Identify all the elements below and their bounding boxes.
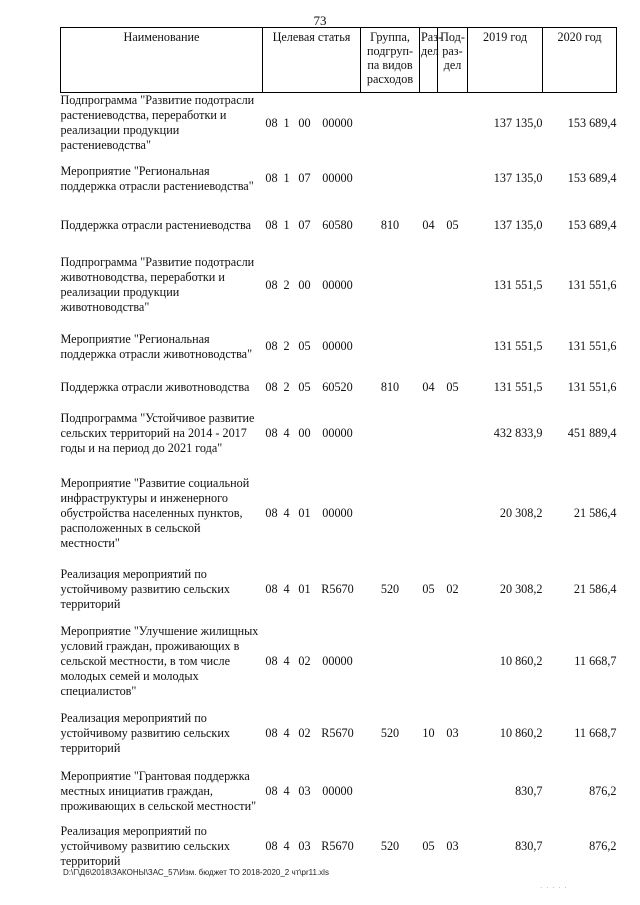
row-name: Мероприятие "Региональная поддержка отрасли животноводства" xyxy=(60,331,253,361)
code-activity: 05 xyxy=(298,339,311,353)
row-amount-2020: 153 689,4 xyxy=(567,115,617,130)
table-row xyxy=(61,760,617,824)
row-name: Мероприятие "Региональная поддержка отрасли растениеводства" xyxy=(60,163,254,193)
row-subsection xyxy=(438,93,468,154)
code-activity: 00 xyxy=(298,277,311,292)
row-name: Мероприятие "Улучшение жилищных условий граждан, проживающих в сельской местности, в том числе молодых семей и молодых специалистов" xyxy=(60,624,259,698)
row-group: 520 xyxy=(380,726,400,740)
row-subsection xyxy=(438,760,468,824)
row-amount-2020: 21 586,4 xyxy=(573,506,617,520)
row-target-code xyxy=(263,154,361,204)
row-group xyxy=(361,323,420,371)
row-section xyxy=(420,464,438,564)
row-section: 04 xyxy=(422,218,435,232)
row-name: Реализация мероприятий по устойчивому развитию сельских территорий xyxy=(60,567,230,611)
row-subsection xyxy=(438,616,468,708)
row-target-code xyxy=(263,204,361,248)
row-amount-2019: 830,7 xyxy=(515,784,543,798)
code-program: 08 xyxy=(265,115,278,130)
code-program: 08 xyxy=(265,277,278,292)
table-header-row xyxy=(61,28,617,93)
row-amount-2020: 876,2 xyxy=(589,784,617,798)
code-program: 08 xyxy=(265,838,278,853)
row-amount-2019: 137 135,0 xyxy=(493,218,543,232)
file-path-footer: D:\Г\Д6\2018\ЗАКОНЫ\ЗАС_57\Изм. бюджет ТО 2018-2020_2 чт\pr11.xls xyxy=(63,868,329,877)
header-section: Раз-дел xyxy=(420,28,438,93)
table-row xyxy=(61,323,617,371)
row-amount-2019: 131 551,5 xyxy=(493,339,543,353)
code-activity: 00 xyxy=(298,426,311,440)
row-group xyxy=(361,616,420,708)
row-subsection: 03 xyxy=(446,726,459,740)
row-amount-2020: 451 889,4 xyxy=(567,426,617,440)
row-amount-2019: 137 135,0 xyxy=(493,171,543,185)
row-target-code xyxy=(263,404,361,464)
code-direction: R5670 xyxy=(321,838,354,853)
row-amount-2020: 153 689,4 xyxy=(567,171,617,185)
row-name: Мероприятие "Грантовая поддержка местных инициатив граждан, проживающих в сельской местности" xyxy=(60,769,257,813)
code-subprogram: 4 xyxy=(283,654,290,668)
row-subsection xyxy=(438,248,468,323)
code-program: 08 xyxy=(265,654,278,668)
row-target-code xyxy=(263,323,361,371)
table-row xyxy=(61,824,617,869)
row-target-code xyxy=(263,760,361,824)
table-row xyxy=(61,248,617,323)
row-subsection xyxy=(438,154,468,204)
code-direction: R5670 xyxy=(321,726,354,740)
code-program: 08 xyxy=(265,339,278,353)
code-subprogram: 4 xyxy=(283,426,290,440)
row-target-code xyxy=(263,708,361,760)
row-subsection: 02 xyxy=(446,582,459,596)
row-subsection: 05 xyxy=(446,379,459,394)
code-activity: 02 xyxy=(298,654,311,668)
row-section: 10 xyxy=(422,726,435,740)
code-subprogram: 4 xyxy=(283,582,290,596)
row-name: Подпрограмма "Устойчивое развитие сельских территорий на 2014 - 2017 годы и на период до 2021 года" xyxy=(60,411,255,455)
row-amount-2019: 10 860,2 xyxy=(499,654,543,668)
row-amount-2020: 11 668,7 xyxy=(574,654,617,668)
row-name: Подпрограмма "Развитие подотрасли растениеводства, переработки и реализации продукции растениеводства" xyxy=(60,93,255,153)
table-row xyxy=(61,404,617,464)
code-activity: 01 xyxy=(298,506,311,520)
page-number: 73 xyxy=(313,13,327,28)
row-group xyxy=(361,760,420,824)
row-name: Реализация мероприятий по устойчивому развитию сельских территорий xyxy=(60,711,230,755)
row-section xyxy=(420,616,438,708)
code-program: 08 xyxy=(265,784,278,798)
code-subprogram: 4 xyxy=(283,838,290,853)
code-direction: 60580 xyxy=(322,218,353,232)
code-subprogram: 4 xyxy=(283,784,290,798)
row-target-code xyxy=(263,616,361,708)
code-direction: 00000 xyxy=(322,506,353,520)
code-activity: 07 xyxy=(298,171,311,185)
row-subsection xyxy=(438,464,468,564)
code-activity: 07 xyxy=(298,218,311,232)
table-row xyxy=(61,154,617,204)
row-group xyxy=(361,154,420,204)
row-section xyxy=(420,93,438,154)
row-target-code xyxy=(263,824,361,869)
code-subprogram: 4 xyxy=(283,506,290,520)
code-direction: 60520 xyxy=(322,379,353,394)
row-group xyxy=(361,464,420,564)
row-amount-2019: 137 135,0 xyxy=(493,115,543,130)
table-row xyxy=(61,371,617,404)
row-amount-2019: 830,7 xyxy=(515,838,543,853)
code-activity: 02 xyxy=(298,726,311,740)
header-target-article: Целевая статья xyxy=(263,28,361,93)
row-amount-2020: 153 689,4 xyxy=(567,218,617,232)
code-program: 08 xyxy=(265,379,278,394)
row-target-code xyxy=(263,564,361,616)
row-amount-2019: 20 308,2 xyxy=(499,582,543,596)
row-section xyxy=(420,760,438,824)
row-group xyxy=(361,404,420,464)
header-group: Группа, подгруп-па видов расходов xyxy=(361,28,420,93)
row-target-code xyxy=(263,93,361,154)
code-subprogram: 1 xyxy=(283,218,290,232)
row-subsection: 03 xyxy=(446,838,459,853)
row-amount-2019: 10 860,2 xyxy=(499,726,543,740)
row-amount-2020: 876,2 xyxy=(589,838,617,853)
row-section: 05 xyxy=(422,582,435,596)
table-row xyxy=(61,93,617,154)
code-direction: 00000 xyxy=(322,115,353,130)
header-subsection: Под-раз-дел xyxy=(438,28,468,93)
code-direction: 00000 xyxy=(322,784,353,798)
scan-specks: · · · · · xyxy=(540,884,568,892)
row-group xyxy=(361,248,420,323)
row-amount-2020: 131 551,6 xyxy=(567,277,617,292)
code-direction: 00000 xyxy=(322,277,353,292)
row-group: 810 xyxy=(380,218,400,232)
row-amount-2019: 20 308,2 xyxy=(499,506,543,520)
code-subprogram: 1 xyxy=(283,171,290,185)
code-subprogram: 2 xyxy=(283,277,290,292)
row-group xyxy=(361,93,420,154)
header-name: Наименование xyxy=(61,28,263,93)
code-activity: 03 xyxy=(298,784,311,798)
row-subsection xyxy=(438,323,468,371)
code-subprogram: 2 xyxy=(283,339,290,353)
row-subsection xyxy=(438,404,468,464)
table-row xyxy=(61,708,617,760)
row-amount-2020: 131 551,6 xyxy=(567,339,617,353)
code-program: 08 xyxy=(265,171,278,185)
row-subsection: 05 xyxy=(446,218,459,232)
code-program: 08 xyxy=(265,582,278,596)
row-group: 520 xyxy=(380,582,400,596)
code-activity: 05 xyxy=(298,379,311,394)
code-activity: 00 xyxy=(298,115,311,130)
row-name: Мероприятие "Развитие социальной инфраструктуры и инженерного обустройства населенных пунктов, расположенных в сельской местности" xyxy=(60,476,250,550)
code-direction: 00000 xyxy=(322,426,353,440)
table-row xyxy=(61,616,617,708)
table-row xyxy=(61,564,617,616)
row-section xyxy=(420,323,438,371)
row-section xyxy=(420,154,438,204)
row-section: 05 xyxy=(422,838,435,853)
row-name: Подпрограмма "Развитие подотрасли животноводства, переработки и реализации продукции животноводства" xyxy=(60,255,255,314)
row-name: Реализация мероприятий по устойчивому развитию сельских территорий xyxy=(60,823,230,868)
code-program: 08 xyxy=(265,726,278,740)
table-row xyxy=(61,204,617,248)
row-target-code xyxy=(263,371,361,404)
row-amount-2019: 131 551,5 xyxy=(493,379,543,394)
code-direction: 00000 xyxy=(322,171,353,185)
code-direction: R5670 xyxy=(321,582,354,596)
row-target-code xyxy=(263,464,361,564)
code-direction: 00000 xyxy=(322,339,353,353)
row-target-code xyxy=(263,248,361,323)
header-2020: 2020 год xyxy=(543,28,617,93)
code-subprogram: 4 xyxy=(283,726,290,740)
budget-table xyxy=(60,27,617,869)
row-amount-2019: 432 833,9 xyxy=(493,426,543,440)
code-activity: 03 xyxy=(298,838,311,853)
row-amount-2020: 131 551,6 xyxy=(567,379,617,394)
row-name: Поддержка отрасли растениеводства xyxy=(60,218,251,232)
row-group: 810 xyxy=(380,379,400,394)
row-amount-2020: 21 586,4 xyxy=(573,582,617,596)
code-direction: 00000 xyxy=(322,654,353,668)
row-section: 04 xyxy=(422,379,435,394)
header-2019: 2019 год xyxy=(468,28,543,93)
code-activity: 01 xyxy=(298,582,311,596)
row-section xyxy=(420,248,438,323)
code-subprogram: 2 xyxy=(283,379,290,394)
row-group: 520 xyxy=(380,838,400,853)
code-subprogram: 1 xyxy=(283,115,290,130)
table-row xyxy=(61,464,617,564)
code-program: 08 xyxy=(265,506,278,520)
row-section xyxy=(420,404,438,464)
row-amount-2019: 131 551,5 xyxy=(493,277,543,292)
code-program: 08 xyxy=(265,426,278,440)
row-amount-2020: 11 668,7 xyxy=(574,726,617,740)
code-program: 08 xyxy=(265,218,278,232)
row-name: Поддержка отрасли животноводства xyxy=(60,379,250,394)
